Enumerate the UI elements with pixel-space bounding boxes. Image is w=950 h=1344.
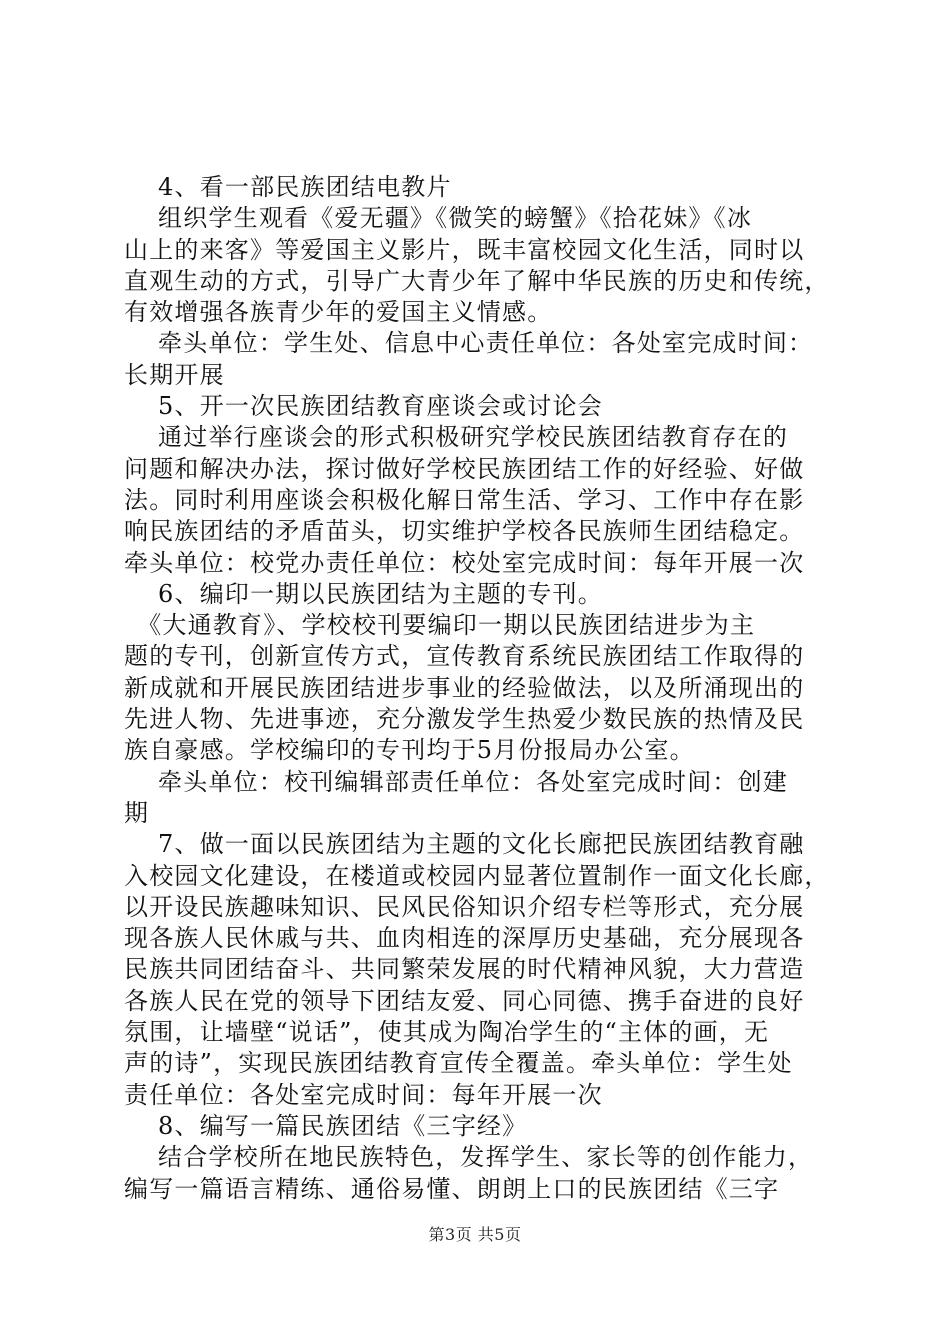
- text-line: 先进人物、先进事迹，充分激发学生热爱少数民族的热情及民: [124, 705, 805, 734]
- text-line: 入校园文化建设，在楼道或校园内显著位置制作一面文化长廊，: [124, 861, 830, 890]
- text-line: 7、做一面以民族团结为主题的文化长廊把民族团结教育融: [124, 830, 805, 859]
- page-number-footer: 第3页 共5页: [428, 1225, 522, 1244]
- text-line: 通过举行座谈会的形式积极研究学校民族团结教育存在的: [124, 423, 789, 452]
- text-line: 组织学生观看《爱无疆》《微笑的螃蟹》《拾花妹》《冰: [124, 204, 753, 233]
- text-line: 8、编写一篇民族团结《三字经》: [124, 1111, 528, 1140]
- text-line: 各族人民在党的领导下团结友爱、同心同德、携手奋进的良好: [124, 986, 805, 1015]
- text-line: 牵头单位：校党办责任单位：校处室完成时间：每年开展一次: [124, 548, 805, 577]
- text-line: 直观生动的方式，引导广大青少年了解中华民族的历史和传统，: [124, 266, 830, 295]
- text-line: 牵头单位：校刊编辑部责任单位：各处室完成时间：创建: [124, 767, 789, 796]
- text-line: 族自豪感。学校编印的专刊均于5月份报局办公室。: [124, 736, 695, 765]
- text-line: 结合学校所在地民族特色，发挥学生、家长等的创作能力，: [124, 1143, 814, 1172]
- text-line: 期: [124, 798, 150, 827]
- text-line: 6、编印一期以民族团结为主题的专刊。: [124, 579, 603, 608]
- text-line: 题的专刊，创新宣传方式，宣传教育系统民族团结工作取得的: [124, 642, 805, 671]
- text-line: 响民族团结的矛盾苗头，切实维护学校各民族师生团结稳定。: [124, 517, 805, 546]
- text-line: 法。同时利用座谈会积极化解日常生活、学习、工作中存在影: [124, 485, 805, 514]
- text-line: 《大通教育》、学校校刊要编印一期以民族团结进步为主: [124, 611, 756, 640]
- text-line: 长期开展: [124, 360, 225, 389]
- text-line: 声的诗”，实现民族团结教育宣传全覆盖。牵头单位：学生处: [124, 1049, 793, 1078]
- text-line: 有效增强各族青少年的爱国主义情感。: [124, 298, 553, 327]
- text-line: 民族共同团结奋斗、共同繁荣发展的时代精神风貌，大力营造: [124, 955, 805, 984]
- text-line: 问题和解决办法，探讨做好学校民族团结工作的好经验、好做: [124, 454, 805, 483]
- text-line: 5、开一次民族团结教育座谈会或讨论会: [124, 392, 603, 421]
- text-line: 牵头单位：学生处、信息中心责任单位：各处室完成时间：: [124, 329, 814, 358]
- text-line: 以开设民族趣味知识、民风民俗知识介绍专栏等形式，充分展: [124, 892, 805, 921]
- text-line: 新成就和开展民族团结进步事业的经验做法，以及所涌现出的: [124, 673, 805, 702]
- text-line: 现各族人民休戚与共、血肉相连的深厚历史基础，充分展现各: [124, 924, 805, 953]
- body-text: [124, 172, 834, 1205]
- text-line: 责任单位：各处室完成时间：每年开展一次: [124, 1080, 603, 1109]
- text-line: 编写一篇语言精练、通俗易懂、朗朗上口的民族团结《三字: [124, 1174, 780, 1203]
- text-line: 4、看一部民族团结电教片: [124, 173, 452, 201]
- text-line: 氛围，让墙壁“说话”，使其成为陶冶学生的“主体的画，无: [124, 1018, 770, 1047]
- text-line: 山上的来客》等爱国主义影片，既丰富校园文化生活，同时以: [124, 235, 805, 264]
